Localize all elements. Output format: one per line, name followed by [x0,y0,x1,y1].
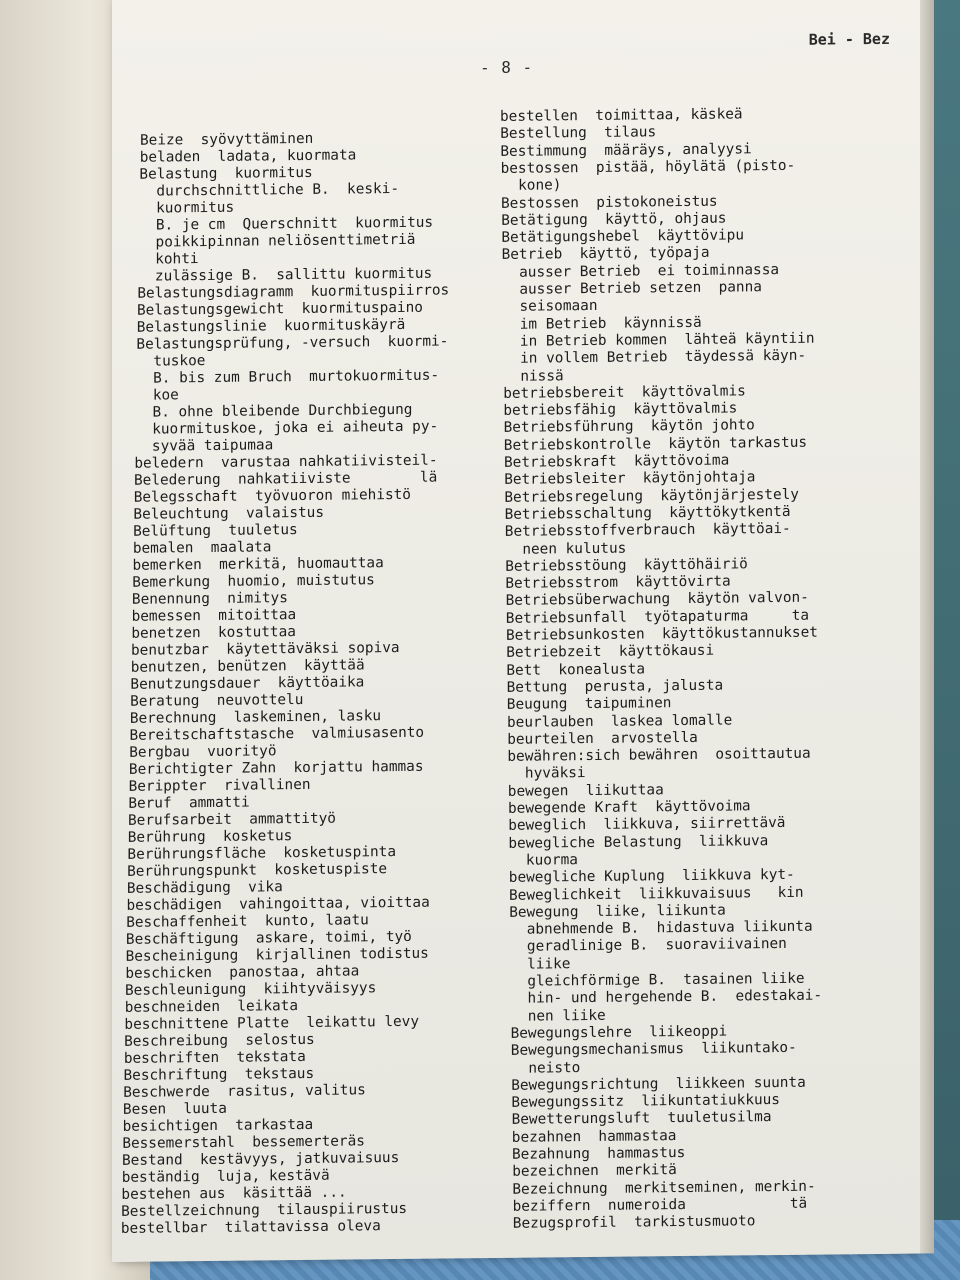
dictionary-entry: Betriebsstoffverbrauch käyttöai- [504,521,791,541]
dictionary-entry: seisomaan [502,298,598,316]
dictionary-entry: besichtigen tarkastaa [122,1116,314,1135]
dictionary-entry: kuormituskoe, joka ei aiheuta py- [134,418,439,438]
dictionary-entry: hyväksi [507,765,586,783]
dictionary-entry: Benutzungsdauer käyttöaika [130,674,365,693]
dictionary-entry: bewegende Kraft käyttövoima [508,798,751,817]
dictionary-entry: Bewegung liike, liikunta [509,902,726,921]
dictionary-entry: B. je cm Querschnitt kuormitus [138,214,434,234]
document-page [112,0,920,1262]
dictionary-entry: Bewegungssitz liikuntatiukkuus [511,1092,780,1111]
dictionary-entry: Berippter rivallinen [128,776,311,795]
dictionary-entry: neisto [511,1059,581,1077]
dictionary-entry: nen liike [510,1007,606,1025]
dictionary-entry: tuskoe [136,353,206,370]
dictionary-entry: nissä [503,367,564,385]
dictionary-entry: Beratung neuvottelu [130,691,304,710]
dictionary-entry: Beleuchtung valaistus [133,504,325,523]
dictionary-entry: abnehmende B. hidastuva liikunta [509,918,813,938]
dictionary-entry: Bestossen pistokoneistus [501,193,718,212]
dictionary-entry: beledern varustaa nahkatiivisteil- [134,452,438,472]
dictionary-entry: B. ohne bleibende Durchbiegung [135,401,413,421]
dictionary-entry: Beweglichkeit liikkuvaisuus kin [509,884,804,904]
dictionary-entry: im Betrieb käynnissä [502,314,702,333]
dictionary-entry: neen kulutus [505,540,627,558]
dictionary-entry: Bezugsprofil tarkistusmuoto [512,1213,756,1232]
dictionary-entry: beschnittene Platte leikattu levy [124,1013,419,1033]
dictionary-entry: Beschwerde rasitus, valitus [123,1082,366,1101]
dictionary-entry: beschneiden leikata [124,998,298,1016]
dictionary-entry: Berührungspunkt kosketuspiste [127,861,388,880]
dictionary-entry: Berührungsfläche kosketuspinta [127,844,396,863]
dictionary-entry: bewegen liikuttaa [507,781,664,800]
dictionary-entry: benutzen, benützen käyttää [130,657,365,676]
dictionary-entry: Betriebsführung käytön johto [503,417,755,437]
dictionary-entry: Betriebsunkosten käyttökustannukset [506,624,818,644]
dictionary-entry: bewegliche Kuplung liikkuva kyt- [508,867,795,887]
dictionary-entry: liike [509,955,571,973]
dictionary-entry: kuorma [508,852,578,869]
dictionary-entry: Berechnung laskeminen, lasku [129,708,382,727]
dictionary-entry: B. bis zum Bruch murtokuormitus- [135,367,440,387]
dictionary-entry: Bestellung tilaus [500,124,657,143]
dictionary-entry: beurteilen arvostella [507,729,698,748]
dictionary-entry: Bezeichnung merkitseminen, merkin- [512,1178,816,1198]
dictionary-entry: Berichtigter Zahn korjattu hammas [128,758,424,778]
dictionary-entry: Betriebsunfall työtapaturma ta [505,607,810,627]
dictionary-entry: Beize syövyttäminen [140,130,314,149]
dictionary-entry: Beschleunigung kiihtyväisyys [125,980,377,999]
dictionary-entry: beschicken panostaa, ahtaa [125,963,360,982]
page-number: - 8 - [480,57,534,78]
dictionary-entry: syvää taipumaa [134,437,274,455]
page-stack-edge [920,0,934,1254]
dictionary-entry: kuormitus [138,199,235,217]
dictionary-entry: benetzen kostuttaa [131,624,296,642]
dictionary-entry: Bestimmung määräys, analyysi [500,140,752,160]
dictionary-entry: bemessen mitoittaa [131,607,297,625]
dictionary-entry: Beschreibung selostus [124,1031,315,1050]
dictionary-entry: Betriebsstrom käyttövirta [505,573,731,592]
dictionary-entry: bewegliche Belastung liikkuva [508,832,769,852]
dictionary-entry: Betriebsstöung käyttöhäiriö [505,556,748,575]
dictionary-entry: Bemerkung huomio, muistutus [132,572,375,591]
dictionary-entry: Belastungsdiagramm kuormituspiirros [137,282,450,302]
dictionary-entry: beurlauben laskea lomalle [507,712,733,731]
dictionary-entry: bestehen aus käsittää ... [121,1184,347,1203]
dictionary-entry: Bewetterungsluft tuuletusilma [511,1109,772,1129]
dictionary-entry: Beruf ammatti [128,794,250,812]
dictionary-entry: Bereitschaftstasche valmiusasento [129,724,425,744]
dictionary-entry: beschädigen vahingoittaa, vioittaa [126,894,430,914]
right-column [500,0,880,1258]
dictionary-entry: bestossen pistää, höylätä (pisto- [500,157,796,177]
dictionary-entry: geradlinige B. suoraviivainen [509,936,787,956]
dictionary-entry: bewähren:sich bewähren osoittautua [507,745,811,765]
dictionary-entry: bemerken merkitä, huomauttaa [132,555,384,574]
dictionary-entry: Belegsschaft työvuoron miehistö [133,486,411,506]
left-column [120,0,520,1262]
dictionary-entry: bestellen toimittaa, käskeä [500,106,743,125]
dictionary-entry: ausser Betrieb setzen panna [502,279,762,298]
dictionary-entry: durchschnittliche B. keski- [139,180,400,200]
dictionary-entry: Belastung kuormitus [139,164,313,183]
dictionary-entry: Beugung taipuminen [506,695,672,714]
dictionary-entry: zulässige B. sallittu kuormitus [137,265,433,285]
dictionary-entry: Betriebsüberwachung käytön valvon- [505,590,809,610]
dictionary-entry: ausser Betrieb ei toiminnassa [501,261,780,281]
dictionary-entry: Betriebzeit käyttökausi [506,642,715,662]
dictionary-entry: Berührung kosketus [127,828,293,846]
dictionary-entry: Belastungsprüfung, -versuch kuormi- [136,333,449,353]
dictionary-entry: Bettung perusta, jalusta [506,677,724,696]
dictionary-entry: Besen luuta [122,1100,227,1118]
dictionary-entry: beständig luja, kestävä [121,1167,330,1186]
dictionary-entry: Bewegungslehre liikeoppi [510,1023,728,1042]
dictionary-entry: beziffern numeroida tä [512,1195,808,1215]
dictionary-entry: Betrieb käyttö, työpaja [501,245,710,264]
dictionary-entry: kone) [500,177,562,195]
dictionary-entry: Benennung nimitys [131,590,288,608]
dictionary-entry: poikkipinnan neliösenttimetriä [138,231,416,251]
dictionary-entry: kohti [137,251,199,268]
dictionary-entry: Betriebsleiter käytönjohtaja [504,469,756,489]
dictionary-entry: Beschaffenheit kunto, laatu [126,912,369,931]
dictionary-entry: bezeichnen merkitä [512,1162,677,1181]
dictionary-entry: Bewegungsrichtung liikkeen suunta [511,1074,806,1094]
dictionary-entry: Bestellzeichnung tilauspiirustus [121,1200,408,1220]
dictionary-entry: hin- und hergehende B. edestakai- [510,987,823,1008]
dictionary-entry: bezahnen hammastaa [511,1127,677,1146]
dictionary-entry: Betriebskontrolle käytön tarkastus [503,434,808,454]
dictionary-entry: Betriebskraft käyttövoima [504,452,730,471]
dictionary-entry: Bessemerstahl bessemerteräs [122,1133,365,1152]
dictionary-entry: Bestand kestävyys, jatkuvaisuus [122,1149,400,1169]
dictionary-entry: beladen ladata, kuormata [139,147,357,166]
dictionary-entry: in Betrieb kommen lähteä käyntiin [502,330,815,350]
dictionary-entry: gleichförmige B. tasainen liike [510,970,805,990]
dictionary-entry: beweglich liikkuva, siirrettävä [508,815,786,835]
dictionary-entry: Betätigungshebel käyttövipu [501,227,744,247]
dictionary-entry: Bergbau vuorityö [129,743,277,761]
dictionary-entry: Belüftung tuuletus [133,522,298,540]
dictionary-entry: Berufsarbeit ammattityö [128,810,336,829]
dictionary-entry: Beschriftung tekstaus [123,1065,315,1084]
dictionary-entry: Bezahnung hammastus [512,1144,686,1163]
dictionary-entry: bestellbar tilattavissa oleva [120,1218,381,1237]
dictionary-entry: Bewegungsmechanismus liikuntako- [510,1040,797,1060]
dictionary-entry: bemalen maalata [132,539,272,557]
dictionary-entry: in vollem Betrieb täydessä käyn- [502,347,807,368]
dictionary-entry: beschriften tekstata [123,1048,306,1067]
dictionary-entry: Beschädigung vika [126,879,283,897]
dictionary-entry: Betätigung käyttö, ohjaus [501,210,727,229]
guide-words: Bei - Bez [808,29,890,49]
dictionary-entry: Bett konealusta [506,661,646,679]
dictionary-entry: koe [135,387,179,404]
dictionary-entry: Betriebsregelung käytönjärjestely [504,486,799,506]
dictionary-entry: benutzbar käytettäväksi sopiva [131,639,400,659]
dictionary-entry: Bescheinigung kirjallinen todistus [125,945,429,965]
dictionary-entry: Belederung nahkatiiviste lä [134,469,438,489]
dictionary-entry: betriebsbereit käyttövalmis [503,383,746,402]
dictionary-entry: betriebsfähig käyttövalmis [503,400,738,419]
dictionary-entry: Beschäftigung askare, toimi, työ [125,928,412,948]
dictionary-entry: Belastungslinie kuormituskäyrä [136,316,406,336]
dictionary-entry: Belastungsgewicht kuormituspaino [137,299,423,319]
dictionary-entry: Betriebsschaltung käyttökytkentä [504,503,791,523]
